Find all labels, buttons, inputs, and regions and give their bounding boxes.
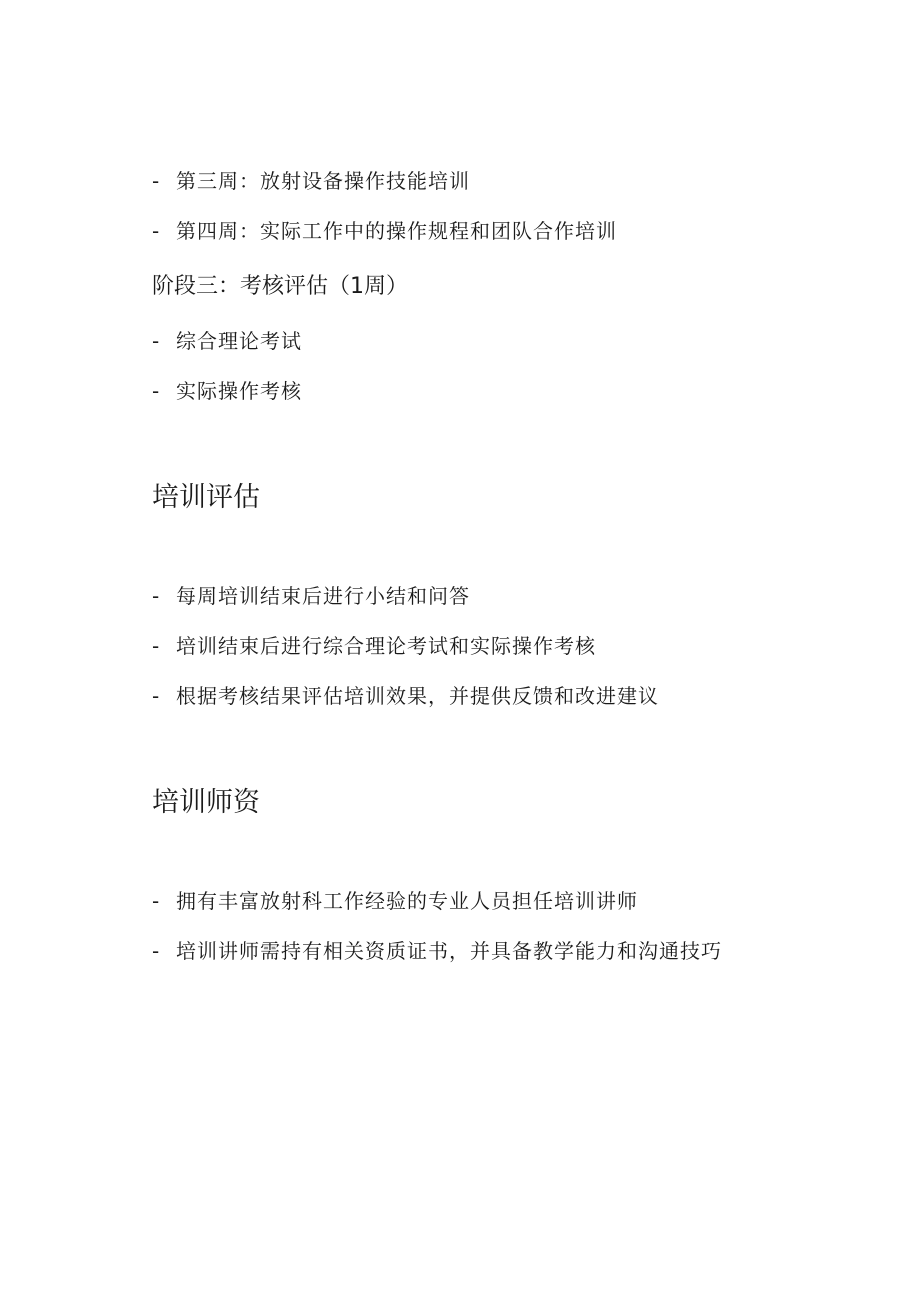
list-item [152,941,722,961]
list-item-text: 第三周：放射设备操作技能培训 [176,169,470,193]
list-item [152,686,659,706]
list-item-text: 综合理论考试 [176,329,302,353]
list-item-text: 实际操作考核 [176,379,302,403]
phase3-heading: 阶段三：考核评估（1周） [152,274,408,299]
list-item [152,331,302,351]
bullet-dash: - [152,329,161,353]
section-title-evaluation: 培训评估 [152,482,260,513]
bullet-dash: - [152,379,161,403]
bullet-dash: - [152,939,161,963]
list-item [152,381,302,401]
bullet-dash: - [152,634,161,658]
list-item [152,221,617,241]
bullet-dash: - [152,219,161,243]
bullet-dash: - [152,684,161,708]
list-item-text: 根据考核结果评估培训效果，并提供反馈和改进建议 [176,684,659,708]
bullet-dash: - [152,889,161,913]
list-item [152,636,596,656]
bullet-dash: - [152,169,161,193]
list-item [152,891,638,911]
list-item [152,586,470,606]
list-item [152,171,470,191]
list-item-text: 培训结束后进行综合理论考试和实际操作考核 [176,634,596,658]
section-title-faculty: 培训师资 [152,787,260,818]
list-item-text: 培训讲师需持有相关资质证书，并具备教学能力和沟通技巧 [176,939,722,963]
bullet-dash: - [152,584,161,608]
list-item-text: 第四周：实际工作中的操作规程和团队合作培训 [176,219,617,243]
list-item-text: 拥有丰富放射科工作经验的专业人员担任培训讲师 [176,889,638,913]
list-item-text: 每周培训结束后进行小结和问答 [176,584,470,608]
